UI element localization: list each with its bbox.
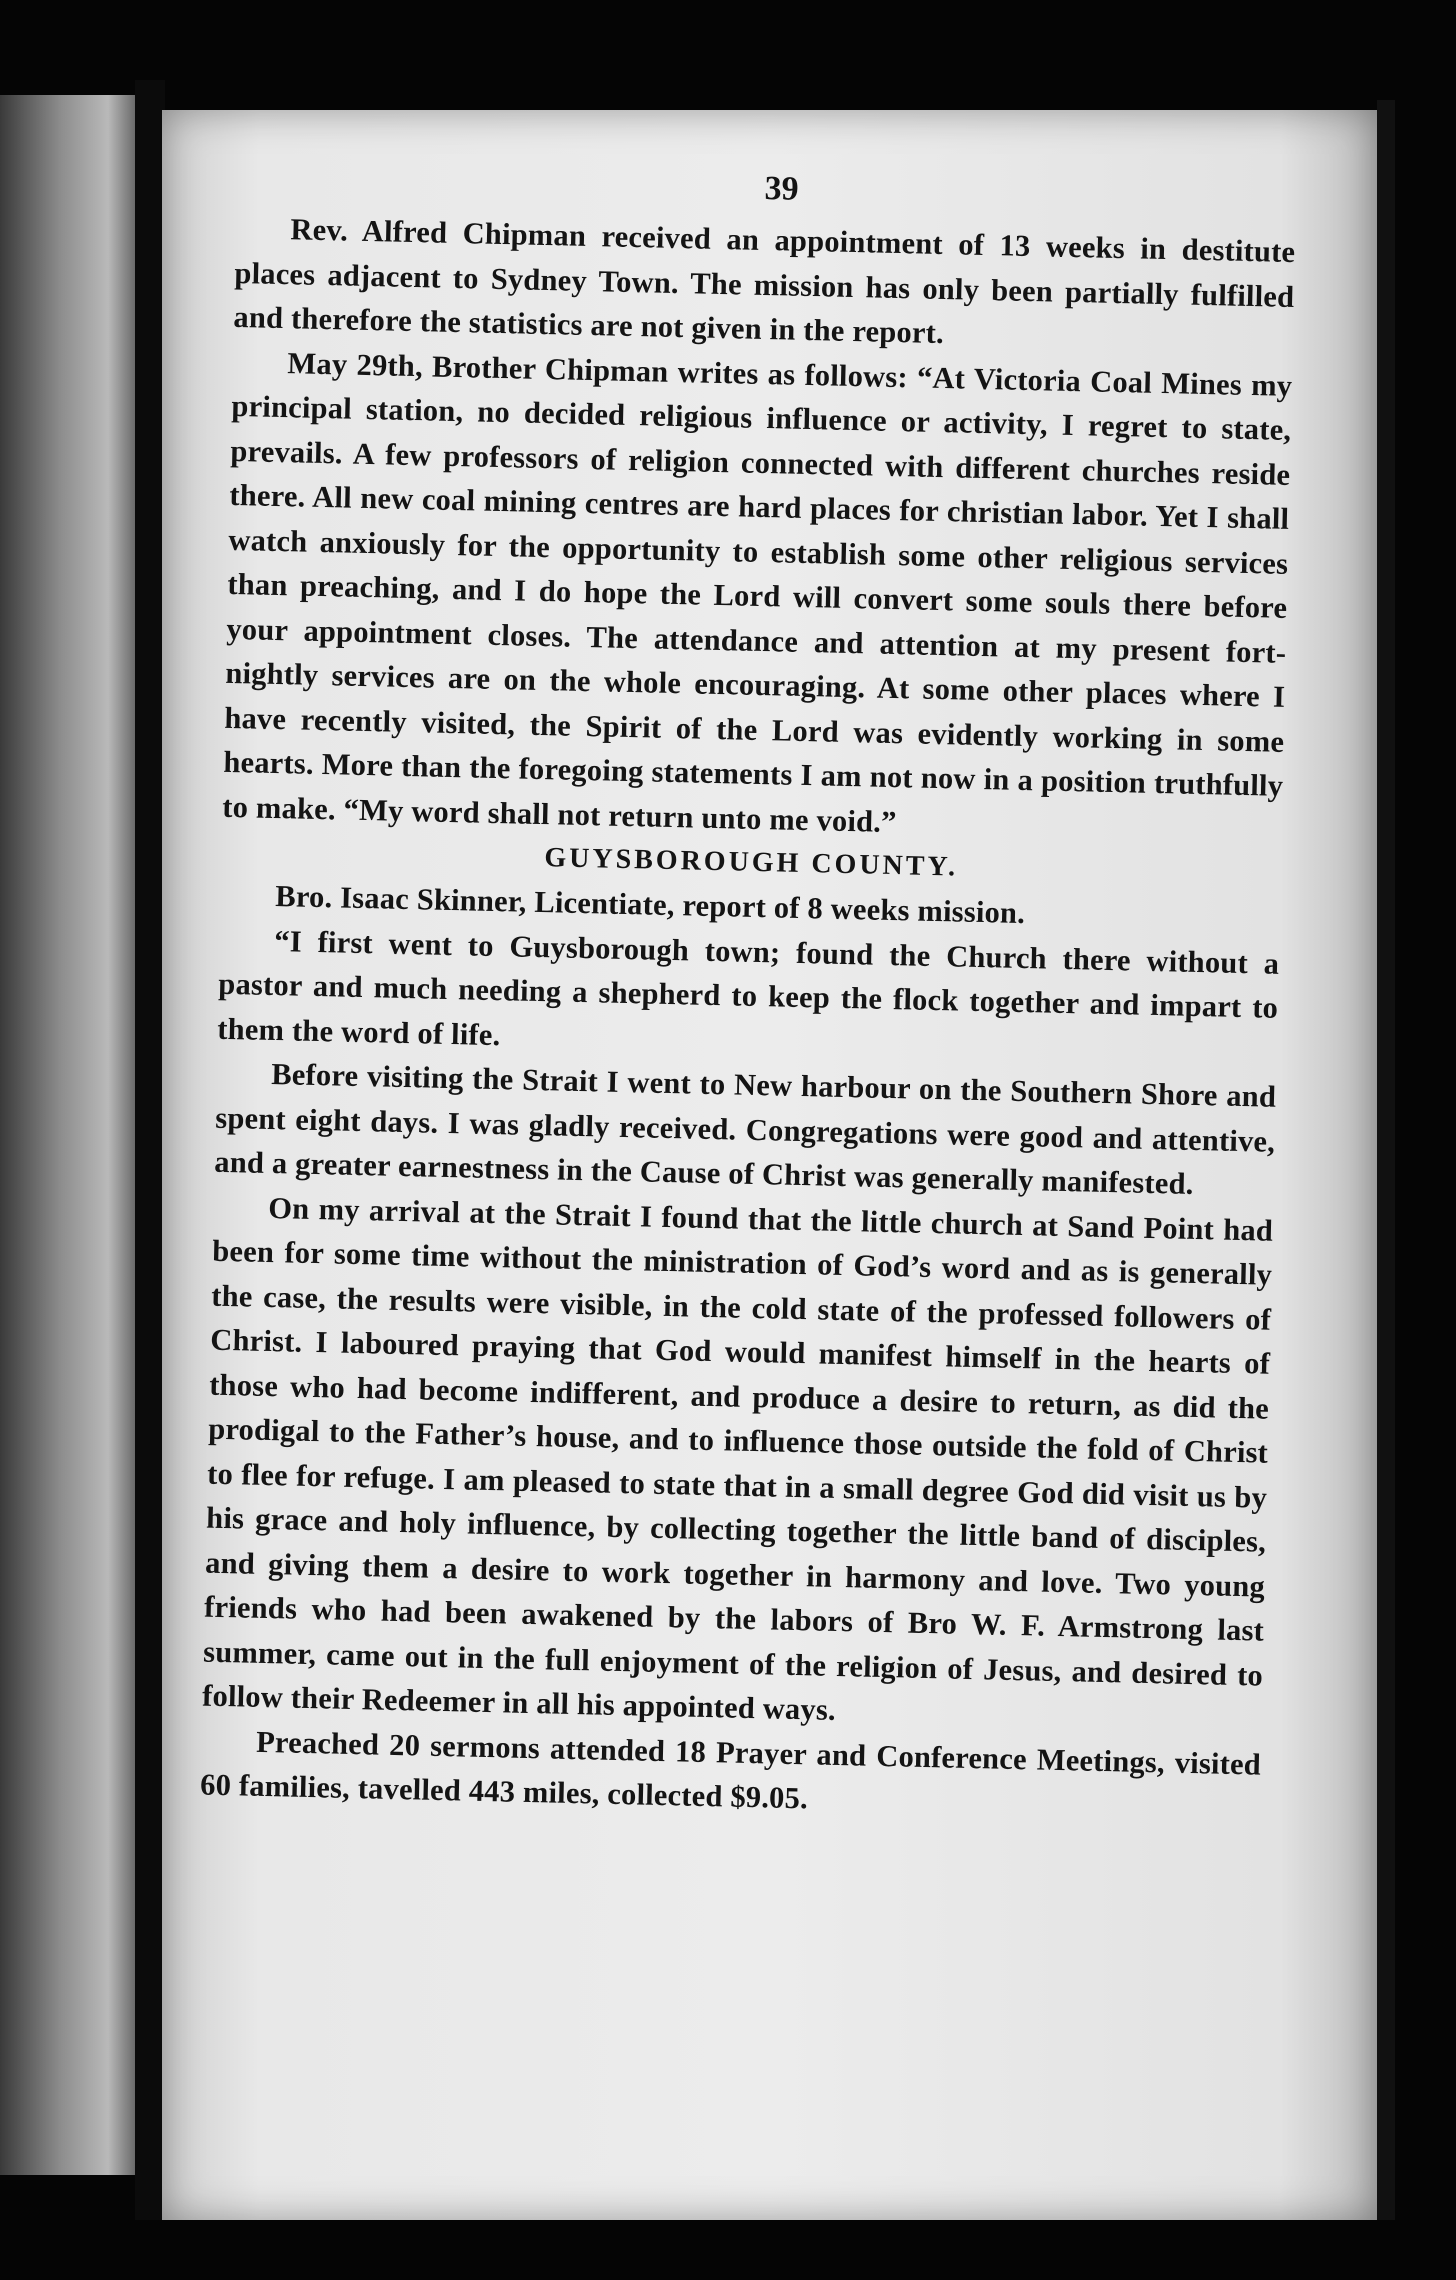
- paragraph-statistics: Preached 20 sermons attended 18 Prayer and Conference Meetings, visited 60 families, tavelled 443 miles, collected $9.05.: [199, 1724, 1262, 1816]
- page-gutter: [135, 80, 165, 2220]
- paragraph-sand-point: On my arrival at the Strait I found that the little church at Sand Point had been for some time without the ministration of God’s word and as is generally the case, the results were visible, in the cold state of the professed followers of Christ. I laboured praying that God would manifest himself in the hearts of those who had become indifferent, and produce a desire to return, as did the prodigal to the Father’s house, and to influence those outside the fold of Christ to flee for refuge. I am pleased to state that in a small degree God did visit us by his grace and holy influence, by collecting together the little band of disciples, and giving them a desire to work together in harmony and love. Two young friends who had been awakened by the labors of Bro W. F. Armstrong last summer, came out in the full enjoyment of the religion of Jesus, and desired to follow their Redeemer in all his appointed ways.: [201, 1190, 1274, 1727]
- paragraph-chipman-appointment: Rev. Alfred Chipman received an appointment of 13 weeks in destitute places adjacent to Sydney Town. The mission has only been partially fulfilled and therefore the statistics are not given in the report.: [233, 212, 1296, 351]
- page-number: 39: [764, 169, 799, 208]
- paragraph-new-harbour: Before visiting the Strait I went to New harbour on the Southern Shore and spent eight days. I was gladly received. Congregations were good and attentive, and a greater earnestness in the Cause of Christ was generally manifested.: [213, 1056, 1277, 1201]
- page-content: [200, 158, 1297, 1831]
- adjacent-page-strip: [0, 95, 135, 2175]
- paragraph-skinner-report: Bro. Isaac Skinner, Licentiate, report of 8 weeks mission.: [275, 879, 1026, 931]
- paragraph-chipman-letter: May 29th, Brother Chipman writes as follows: “At Victoria Coal Mines my principal station, no decided religious influence or activity, I regret to state, prevails. A few professors of religion connected with different churches reside there. All new coal mining centres are hard places for christian labor. Yet I shall watch anxiously for the opportunity to establish some other religious services than preaching, and I do hope the Lord will convert some souls there before your appointment closes. The attendance and attention at my present fort-nightly services are on the whole encouraging. At some other places where I have recently visited, the Spirit of the Lord was evidently working in some hearts. More than the foregoing statements I am not now in a position truthfully to make. “My word shall not return unto me void.”: [222, 345, 1293, 839]
- section-heading: GUYSBOROUGH COUNTY.: [544, 842, 959, 883]
- page-edge-shadow: [1377, 100, 1395, 2220]
- document-page: [162, 110, 1377, 2220]
- paragraph-guysborough-town: “I first went to Guysborough town; found the Church there without a pastor and much needing a shepherd to keep the flock together and impart to them the word of life.: [217, 923, 1280, 1052]
